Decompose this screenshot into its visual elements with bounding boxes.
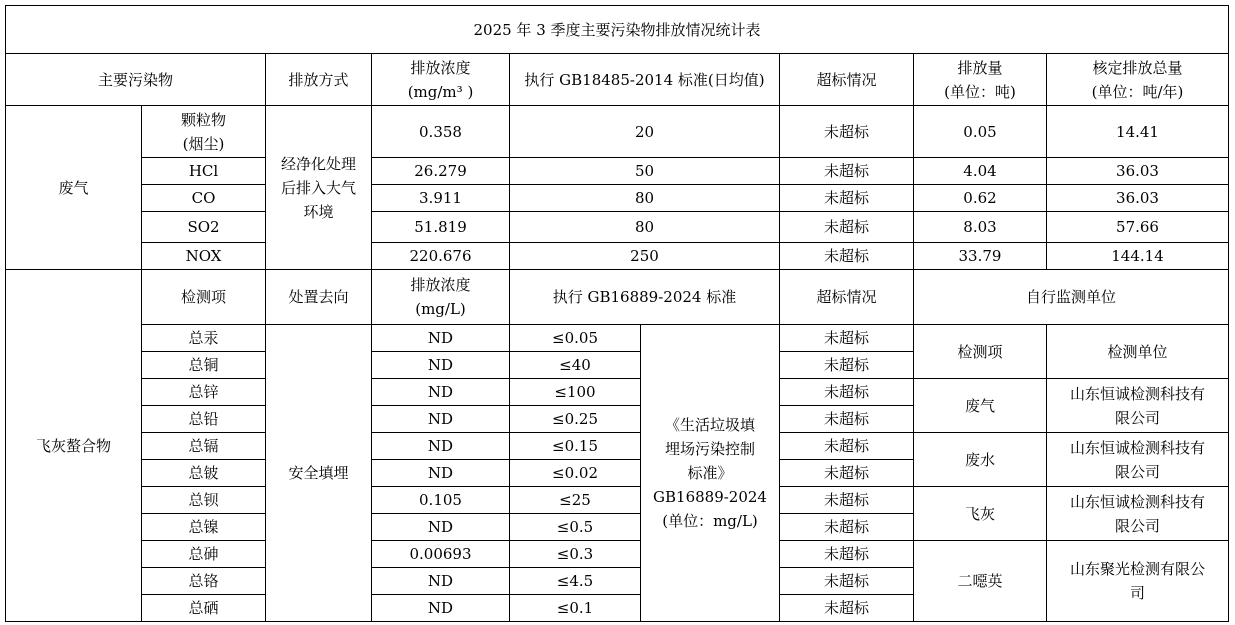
gas-standard: 250	[510, 243, 780, 270]
ash-header-standard: 执行 GB16889-2024 标准	[510, 270, 780, 325]
header-amount-unit: (单位：吨)	[944, 82, 1016, 101]
ash-limit: ≤0.1	[510, 595, 641, 622]
ash-concentration: 0.105	[372, 487, 510, 514]
monitor-unit: 山东恒诚检测科技有 限公司	[1047, 433, 1229, 487]
gas-standard: 80	[510, 185, 780, 212]
ash-name: 总汞	[142, 325, 266, 352]
monitor-item: 废气	[914, 379, 1047, 433]
header-standard: 执行 GB18485-2014 标准(日均值)	[510, 54, 780, 106]
table-title: 2025 年 3 季度主要污染物排放情况统计表	[6, 6, 1229, 54]
gas-concentration: 220.676	[372, 243, 510, 270]
ash-concentration: ND	[372, 433, 510, 460]
table-row	[6, 379, 1229, 406]
header-method: 排放方式	[266, 54, 372, 106]
gas-approved: 144.14	[1047, 243, 1229, 270]
ash-name: 总砷	[142, 541, 266, 568]
ash-name: 总铍	[142, 460, 266, 487]
ash-header-disposal: 处置去向	[266, 270, 372, 325]
ash-name: 总铜	[142, 352, 266, 379]
header-amount: 排放量 (单位：吨)	[914, 54, 1047, 106]
gas-exceed: 未超标	[780, 212, 914, 243]
ash-header-monitor: 自行监测单位	[914, 270, 1229, 325]
ash-exceed: 未超标	[780, 379, 914, 406]
ash-name: 总镉	[142, 433, 266, 460]
ash-limit: ≤0.02	[510, 460, 641, 487]
ash-exceed: 未超标	[780, 325, 914, 352]
ash-exceed: 未超标	[780, 433, 914, 460]
header-approved: 核定排放总量 (单位：吨/年)	[1047, 54, 1229, 106]
gas-name: NOX	[142, 243, 266, 270]
ash-limit: ≤0.5	[510, 514, 641, 541]
table-row	[6, 212, 1229, 243]
ash-exceed: 未超标	[780, 568, 914, 595]
ash-concentration: ND	[372, 406, 510, 433]
ash-exceed: 未超标	[780, 406, 914, 433]
ash-name: 总铬	[142, 568, 266, 595]
gas-standard: 50	[510, 158, 780, 185]
ash-concentration: ND	[372, 514, 510, 541]
table-row	[6, 487, 1229, 514]
table-row	[6, 433, 1229, 460]
gas-approved: 57.66	[1047, 212, 1229, 243]
ash-header-concentration-unit: (mg/L)	[415, 300, 466, 318]
ash-limit: ≤25	[510, 487, 641, 514]
ash-name: 总硒	[142, 595, 266, 622]
monitor-item-header: 检测项	[914, 325, 1047, 379]
ash-exceed: 未超标	[780, 595, 914, 622]
header-exceed: 超标情况	[780, 54, 914, 106]
table-row	[6, 243, 1229, 270]
ash-exceed: 未超标	[780, 460, 914, 487]
ash-limit: ≤40	[510, 352, 641, 379]
ash-disposal: 安全填埋	[266, 325, 372, 622]
gas-concentration: 51.819	[372, 212, 510, 243]
monitor-item: 废水	[914, 433, 1047, 487]
monitor-item: 飞灰	[914, 487, 1047, 541]
gas-name: CO	[142, 185, 266, 212]
table-row	[6, 158, 1229, 185]
gas-category: 废气	[6, 106, 142, 270]
gas-amount: 4.04	[914, 158, 1047, 185]
ash-name: 总镍	[142, 514, 266, 541]
ash-concentration: ND	[372, 379, 510, 406]
gas-amount: 0.62	[914, 185, 1047, 212]
ash-concentration: 0.00693	[372, 541, 510, 568]
ash-concentration: ND	[372, 595, 510, 622]
table-row	[6, 541, 1229, 568]
ash-concentration: ND	[372, 325, 510, 352]
header-concentration-unit: (mg/m³ )	[407, 82, 474, 101]
header-concentration: 排放浓度 (mg/m³ )	[372, 54, 510, 106]
emission-statistics-table	[5, 5, 1229, 622]
ash-name: 总锌	[142, 379, 266, 406]
gas-concentration: 3.911	[372, 185, 510, 212]
ash-limit: ≤0.05	[510, 325, 641, 352]
gas-name: SO2	[142, 212, 266, 243]
ash-exceed: 未超标	[780, 352, 914, 379]
ash-limit: ≤0.25	[510, 406, 641, 433]
header-pollutant: 主要污染物	[6, 54, 266, 106]
ash-limit: ≤0.15	[510, 433, 641, 460]
ash-exceed: 未超标	[780, 541, 914, 568]
ash-concentration: ND	[372, 568, 510, 595]
monitor-unit-header: 检测单位	[1047, 325, 1229, 379]
ash-header-item: 检测项	[142, 270, 266, 325]
header-approved-unit: (单位：吨/年)	[1091, 82, 1184, 101]
gas-concentration: 26.279	[372, 158, 510, 185]
ash-name: 总钡	[142, 487, 266, 514]
ash-standard-note: 《生活垃圾填 埋场污染控制 标准》 GB16889-2024 (单位：mg/L)	[641, 325, 780, 622]
gas-standard: 20	[510, 106, 780, 158]
gas-exceed: 未超标	[780, 106, 914, 158]
gas-standard: 80	[510, 212, 780, 243]
gas-exceed: 未超标	[780, 185, 914, 212]
gas-exceed: 未超标	[780, 243, 914, 270]
ash-concentration: ND	[372, 460, 510, 487]
ash-exceed: 未超标	[780, 487, 914, 514]
ash-limit: ≤0.3	[510, 541, 641, 568]
gas-amount: 33.79	[914, 243, 1047, 270]
ash-concentration: ND	[372, 352, 510, 379]
table-row	[6, 185, 1229, 212]
gas-approved: 36.03	[1047, 158, 1229, 185]
ash-category: 飞灰螯合物	[6, 270, 142, 622]
monitor-unit: 山东聚光检测有限公 司	[1047, 541, 1229, 622]
ash-exceed: 未超标	[780, 514, 914, 541]
monitor-unit: 山东恒诚检测科技有 限公司	[1047, 487, 1229, 541]
gas-name: HCl	[142, 158, 266, 185]
ash-name: 总铅	[142, 406, 266, 433]
ash-limit: ≤100	[510, 379, 641, 406]
gas-exceed: 未超标	[780, 158, 914, 185]
gas-name: 颗粒物 (烟尘)	[142, 106, 266, 158]
gas-amount: 0.05	[914, 106, 1047, 158]
ash-header-concentration: 排放浓度 (mg/L)	[372, 270, 510, 325]
gas-amount: 8.03	[914, 212, 1047, 243]
gas-method: 经净化处理 后排入大气 环境	[266, 106, 372, 270]
ash-limit: ≤4.5	[510, 568, 641, 595]
ash-header-exceed: 超标情况	[780, 270, 914, 325]
monitor-item: 二噁英	[914, 541, 1047, 622]
table-row	[6, 325, 1229, 352]
gas-approved: 36.03	[1047, 185, 1229, 212]
table-row	[6, 106, 1229, 158]
gas-approved: 14.41	[1047, 106, 1229, 158]
monitor-unit: 山东恒诚检测科技有 限公司	[1047, 379, 1229, 433]
gas-concentration: 0.358	[372, 106, 510, 158]
